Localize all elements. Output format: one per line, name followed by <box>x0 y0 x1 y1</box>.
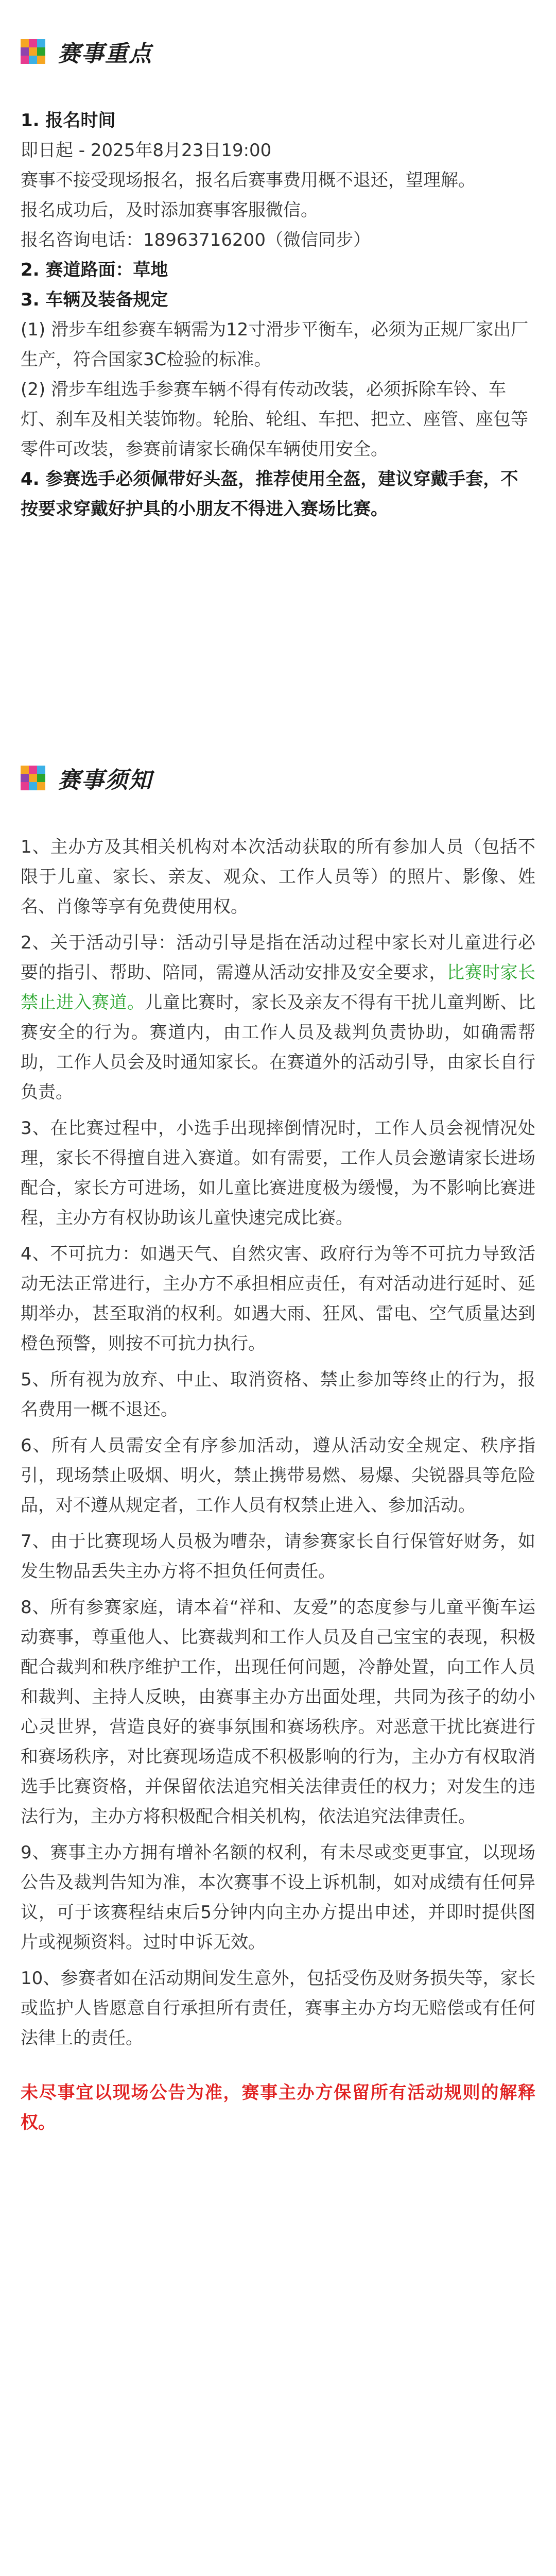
notice-item-8: 8、所有参赛家庭，请本着“祥和、友爱”的态度参与儿童平衡车运动赛事，尊重他人、比赛裁判和工作人员及自己宝宝的表现，积极配合裁判和秩序维护工作，出现任何问题，冷静处置，向工作人员和裁判、主持人反映，由赛事主办方出面处理，共同为孩子的幼小心灵世界，营造良好的赛事氛围和赛场秩序。对恶意干扰比赛进行和赛场秩序，对比赛现场造成不积极影响的行为，主办方有权取消选手比赛资格，并保留依法追究相关法律责任的权力；对发生的违法行为，主办方将积极配合相关机构，依法追究法律责任。 <box>21 1597 535 1827</box>
notice-item-2-part-c: 儿童比赛时，家长及亲友不得有干扰儿童判断、比赛安全的行为。赛道内，由工作人员及裁判负责协助，如确需帮助，工作人员会及时通知家长。在赛道外的活动引导，由家长自行负责。 <box>21 992 535 1103</box>
notice-item-4: 4、不可抗力：如遇天气、自然灾害、政府行为等不可抗力导致活动无法正常进行，主办方不承担相应责任，有对活动进行延时、延期举办，甚至取消的权利。如遇大雨、狂风、雷电、空气质量达到橙色预警，则按不可抗力执行。 <box>21 1244 535 1354</box>
key-point-heading: 4. 参赛选手必须佩带好头盔，推荐使用全盔，建议穿戴手套，不按要求穿戴好护具的小朋友不得进入赛场比赛。 <box>21 469 518 519</box>
key-point-text: 报名咨询电话：18963716200（微信同步） <box>21 230 371 250</box>
notice-item-5: 5、所有视为放弃、中止、取消资格、禁止参加等终止的行为，报名费用一概不退还。 <box>21 1369 535 1420</box>
pixel-grid-icon <box>21 39 45 64</box>
key-point-heading: 3. 车辆及装备规定 <box>21 290 168 310</box>
key-point-text: 即日起 - 2025年8月23日19:00 <box>21 140 272 161</box>
key-point-text: 报名成功后，及时添加赛事客服微信。 <box>21 200 318 221</box>
notice-item-1: 1、主办方及其相关机构对本次活动获取的所有参加人员（包括不限于儿童、家长、亲友、观众、工作人员等）的照片、影像、姓名、肖像等享有免费使用权。 <box>21 837 535 917</box>
section-title-text: 赛事须知 <box>58 767 152 793</box>
notice-item-3: 3、在比赛过程中，小选手出现摔倒情况时，工作人员会视情况处理，家长不得擅自进入赛道。如有需要，工作人员会邀请家长进场配合，家长方可进场，如儿童比赛进度极为缓慢，为不影响比赛进程，主办方有权协助该儿童快速完成比赛。 <box>21 1118 535 1228</box>
notice-item-6: 6、所有人员需安全有序参加活动，遵从活动安全规定、秩序指引，现场禁止吸烟、明火，禁止携带易燃、易爆、尖锐器具等危险品，对不遵从规定者，工作人员有权禁止进入、参加活动。 <box>21 1435 535 1516</box>
key-points-content <box>21 106 535 524</box>
key-point-heading: 2. 赛道路面：草地 <box>21 260 168 280</box>
notice-item-10: 10、参赛者如在活动期间发生意外，包括受伤及财务损失等，家长或监护人皆愿意自行承担所有责任，赛事主办方均无赔偿或有任何法律上的责任。 <box>21 1968 535 2048</box>
section-title-key-points <box>21 31 152 72</box>
section-title-notice <box>21 757 152 799</box>
section-title-text: 赛事重点 <box>58 41 152 67</box>
pixel-grid-icon <box>21 766 45 790</box>
notice-content <box>21 832 535 2144</box>
notice-item-2 <box>21 928 535 1107</box>
notice-item-9: 9、赛事主办方拥有增补名额的权利，有未尽或变更事宜，以现场公告及裁判告知为准，本次赛事不设上诉机制，如对成绩有任何异议，可于该赛程结束后5分钟内向主办方提出申述，并即时提供图片或视频资料。过时申诉无效。 <box>21 1842 535 1953</box>
key-point-text: 赛事不接受现场报名，报名后赛事费用概不退还，望理解。 <box>21 170 476 191</box>
notice-item-7: 7、由于比赛现场人员极为嘈杂，请参赛家长自行保管好财务，如发生物品丢失主办方将不担负任何责任。 <box>21 1531 535 1582</box>
key-point-text: (2) 滑步车组选手参赛车辆不得有传动改装，必须拆除车铃、车灯、刹车及相关装饰物。轮胎、轮组、车把、把立、座管、座包等零件可改装，参赛前请家长确保车辆使用安全。 <box>21 379 528 460</box>
notice-item-2-highlight: 比赛时家长禁止进入赛道。 <box>21 962 535 1013</box>
key-point-heading: 1. 报名时间 <box>21 110 116 131</box>
notice-item-2-part-a: 2、关于活动引导：活动引导是指在活动过程中家长对儿童进行必要的指引、帮助、陪同，需遵从活动安排及安全要求， <box>21 933 535 983</box>
key-point-text: (1) 滑步车组参赛车辆需为12寸滑步平衡车，必须为正规厂家出厂生产，符合国家3C检验的标准。 <box>21 319 529 370</box>
closing-statement: 未尽事宜以现场公告为准，赛事主办方保留所有活动规则的解释权。 <box>21 2082 535 2133</box>
